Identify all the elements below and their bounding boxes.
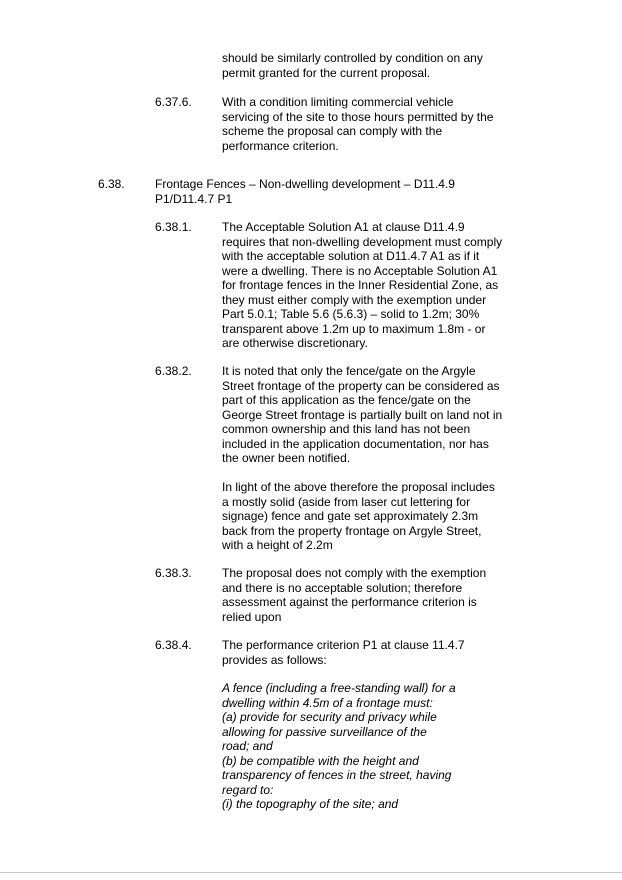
section-text-6-37-6: With a condition limiting commercial vehicle servicing of the site to those hours permitted by the scheme the proposal can comply with the performance criterion. <box>222 95 494 153</box>
section-number-6-38-3: 6.38.3. <box>155 566 192 580</box>
section-text-6-38-3: The proposal does not comply with the exemption and there is no acceptable solution; therefore assessment against the performance criterion is relied upon <box>222 566 487 624</box>
section-number-6-37-6: 6.37.6. <box>155 95 192 109</box>
continued-paragraph: should be similarly controlled by condition on any permit granted for the current proposal. <box>222 51 483 80</box>
section-text-6-38-2-part1: It is noted that only the fence/gate on the Argyle Street frontage of the property can be considered as part of this application as the fence/gate on the George Street frontage is partially built on land not in common ownership and this land has not been included in the application documentation, nor has the owner been notified. <box>222 364 503 465</box>
section-number-6-38-1: 6.38.1. <box>155 220 192 234</box>
section-text-6-38-2-part2: In light of the above therefore the proposal includes a mostly solid (aside from laser cut lettering for signage) fence and gate set approximately 2.3m back from the property frontage on Argyle Street, with a height of 2.2m <box>222 480 495 552</box>
section-text-6-38-1: The Acceptable Solution A1 at clause D11.4.9 requires that non-dwelling development must comply with the acceptable solution at D11.4.7 A1 as if it were a dwelling. There is no Acceptable Solution A1 for frontage fences in the Inner Residential Zone, as they must either comply with the exemption under Part 5.0.1; Table 5.6 (5.6.3) – solid to 1.2m; 30% transparent above 1.2m up to maximum 1.8m - or are otherwise discretionary. <box>222 220 503 350</box>
quoted-performance-criterion: A fence (including a free-standing wall) for a dwelling within 4.5m of a frontage must: (a) provide for security and privacy while allowing for passive surveillance of the road; and (b) be compatible with the height and transparency of fences in the street, having regard to: (i) the topography of the site; and <box>222 681 456 811</box>
section-number-6-38-4: 6.38.4. <box>155 638 192 652</box>
section-number-6-38: 6.38. <box>98 177 125 191</box>
section-heading-6-38: Frontage Fences – Non-dwelling development – D11.4.9 P1/D11.4.7 P1 <box>155 177 455 206</box>
section-text-6-38-4: The performance criterion P1 at clause 11.4.7 provides as follows: <box>222 638 465 667</box>
section-number-6-38-2: 6.38.2. <box>155 364 192 378</box>
page-bottom-divider <box>0 872 622 873</box>
